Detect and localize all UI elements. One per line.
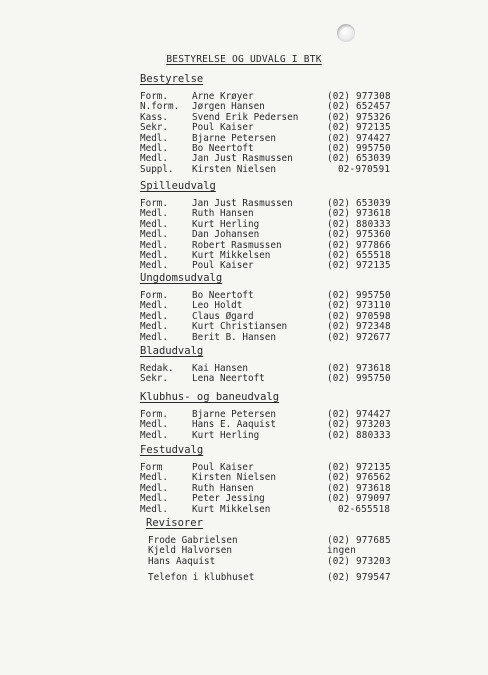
role: Sekr. (140, 373, 168, 385)
phone-number: (02) 972677 (327, 331, 391, 343)
table-row (140, 165, 450, 175)
section-revisorer (140, 517, 450, 567)
table-row (140, 301, 450, 311)
person-name: Claus Øgard (192, 310, 254, 322)
phone-number: (02) 972135 (327, 462, 391, 473)
table-row (140, 113, 450, 123)
table-row (140, 410, 450, 420)
role: Medl. (140, 208, 168, 220)
role: Medl. (140, 142, 168, 154)
table-row (140, 154, 450, 164)
section-heading: Spilleudvalg (140, 180, 216, 192)
role: Kass. (140, 111, 168, 123)
phone-number: (02) 976562 (327, 472, 391, 484)
role: Medl. (140, 300, 168, 312)
person-name: Kurt Christiansen (192, 321, 288, 333)
person-name: Hans E. Aaquist (192, 419, 276, 431)
role: Medl. (140, 321, 168, 333)
role: Medl. (140, 239, 168, 251)
section-spilleudvalg (140, 180, 450, 272)
phone-number: (02) 977308 (327, 91, 391, 102)
role: Medl. (140, 493, 168, 505)
table-row (140, 494, 450, 504)
section-heading: Bestyrelse (140, 73, 204, 85)
role: N.form. (140, 101, 180, 113)
person-name: Robert Rasmussen (192, 239, 282, 251)
role: Medl. (140, 260, 168, 272)
role: Form. (140, 91, 168, 102)
phone-number: (02) 975360 (327, 229, 391, 241)
phone-number: (02) 973110 (327, 300, 391, 312)
role: Medl. (140, 482, 168, 494)
person-name: Arne Krøyer (192, 91, 254, 102)
role: Medl. (140, 310, 168, 322)
role: Form (140, 462, 163, 473)
role: Form. (140, 198, 168, 209)
person-name: Ruth Hansen (192, 208, 254, 220)
person-name: Bjarne Petersen (192, 409, 276, 420)
phone-number: (02) 979097 (327, 493, 391, 505)
section-klubhus-og-baneudvalg (140, 391, 450, 441)
person-name: Kai Hansen (192, 363, 248, 374)
phone-number: (02) 972135 (327, 122, 391, 134)
section-ungdomsudvalg (140, 272, 450, 343)
phone-number: (02) 652457 (327, 101, 391, 113)
role: Medl. (140, 153, 168, 165)
table-row (140, 220, 450, 230)
table-row (140, 261, 450, 271)
table-row (140, 134, 450, 144)
document-title: BESTYRELSE OG UDVALG I BTK (166, 54, 322, 65)
table-row (140, 209, 450, 219)
person-name: Poul Kaiser (192, 462, 254, 473)
phone-number: (02) 974427 (327, 132, 391, 144)
person-name: Svend Erik Pedersen (192, 111, 299, 123)
person-name: Jørgen Hansen (192, 101, 265, 113)
person-name: Kurt Mikkelsen (192, 503, 271, 515)
section-heading: Festudvalg (140, 444, 204, 456)
person-name: Poul Kaiser (192, 260, 254, 272)
role: Medl. (140, 331, 168, 343)
person-name: Dan Johansen (192, 229, 260, 241)
phone-number: (02) 995750 (327, 290, 391, 301)
phone-number: (02) 880333 (327, 218, 391, 230)
person-name: Lena Neertoft (192, 373, 265, 385)
phone-number: (02) 977866 (327, 239, 391, 251)
role: Medl. (140, 472, 168, 484)
phone-number: (02) 977685 (327, 535, 391, 546)
phone-number: (02) 880333 (327, 429, 391, 441)
phone-number: (02) 972135 (327, 260, 391, 272)
role: Medl. (140, 249, 168, 261)
role: Redak. (140, 363, 174, 374)
person-name: Leo Holdt (192, 300, 243, 312)
table-row (140, 364, 450, 374)
phone-number: (02) 995750 (327, 373, 391, 385)
person-name: Kurt Herling (192, 429, 260, 441)
person-name: Ruth Hansen (192, 482, 254, 494)
table-row (140, 251, 450, 261)
phone-number: (02) 653039 (327, 153, 391, 165)
phone-number: 02-655518 (338, 503, 391, 515)
role: Medl. (140, 419, 168, 431)
table-row (140, 291, 450, 301)
table-row (140, 230, 450, 240)
phone-number: (02) 974427 (327, 409, 391, 420)
role: Form. (140, 409, 168, 420)
person-name: Kirsten Nielsen (192, 472, 276, 484)
person-name: Bo Neertoft (192, 290, 254, 301)
person-name: Kjeld Halvorsen (148, 545, 232, 557)
person-name: Kurt Mikkelsen (192, 249, 271, 261)
role: Sekr. (140, 122, 168, 134)
section-bestyrelse (140, 73, 450, 175)
section-heading: Ungdomsudvalg (140, 272, 223, 284)
phone-number: ingen (327, 545, 356, 557)
person-name: Hans Aaquist (148, 555, 216, 567)
table-row (140, 199, 450, 209)
person-name: Kirsten Nielsen (192, 163, 276, 175)
person-name: Berit B. Hansen (192, 331, 276, 343)
role: Medl. (140, 132, 168, 144)
phone-number: (02) 973618 (327, 208, 391, 220)
role: Form. (140, 290, 168, 301)
table-row (140, 431, 450, 441)
table-row (140, 241, 450, 251)
table-row (140, 473, 450, 483)
table-row (140, 312, 450, 322)
table-row (140, 333, 450, 343)
table-row (140, 557, 450, 567)
person-name: Frode Gabrielsen (148, 535, 238, 546)
table-row (140, 92, 450, 102)
table-row (140, 505, 450, 515)
section-festudvalg (140, 444, 450, 515)
section-bladudvalg (140, 345, 450, 385)
person-name: Jan Just Rasmussen (192, 198, 293, 209)
person-name: Peter Jessing (192, 493, 265, 505)
table-row (140, 123, 450, 133)
phone-number: (02) 970598 (327, 310, 391, 322)
phone-number: (02) 973618 (327, 482, 391, 494)
person-name: Bo Neertoft (192, 142, 254, 154)
phone-number: (02) 972348 (327, 321, 391, 333)
phone-number: (02) 973618 (327, 363, 391, 374)
section-heading: Revisorer (146, 517, 203, 529)
phone-number: (02) 975326 (327, 111, 391, 123)
phone-number: (02) 653039 (327, 198, 391, 209)
person-name: Bjarne Petersen (192, 132, 276, 144)
section-heading: Bladudvalg (140, 345, 204, 357)
role: Suppl. (140, 163, 174, 175)
phone-number: (02) 973203 (327, 419, 391, 431)
table-row (140, 144, 450, 154)
phone-number: (02) 973203 (327, 555, 391, 567)
table-row (140, 463, 450, 473)
person-name: Kurt Herling (192, 218, 260, 230)
phone-number: (02) 655518 (327, 249, 391, 261)
table-row (140, 484, 450, 494)
person-name: Poul Kaiser (192, 122, 254, 134)
table-row (140, 420, 450, 430)
section-heading: Klubhus- og baneudvalg (140, 391, 280, 403)
phone-number: 02-970591 (338, 163, 391, 175)
table-row (140, 322, 450, 332)
clubhouse-phone-label: Telefon i klubhuset (148, 572, 255, 583)
role: Medl. (140, 218, 168, 230)
role: Medl. (140, 503, 168, 515)
phone-number: (02) 979547 (327, 572, 391, 583)
phone-number: (02) 995750 (327, 142, 391, 154)
punch-hole-icon (337, 24, 355, 42)
role: Medl. (140, 429, 168, 441)
table-row (140, 374, 450, 384)
person-name: Jan Just Rasmussen (192, 153, 293, 165)
role: Medl. (140, 229, 168, 241)
